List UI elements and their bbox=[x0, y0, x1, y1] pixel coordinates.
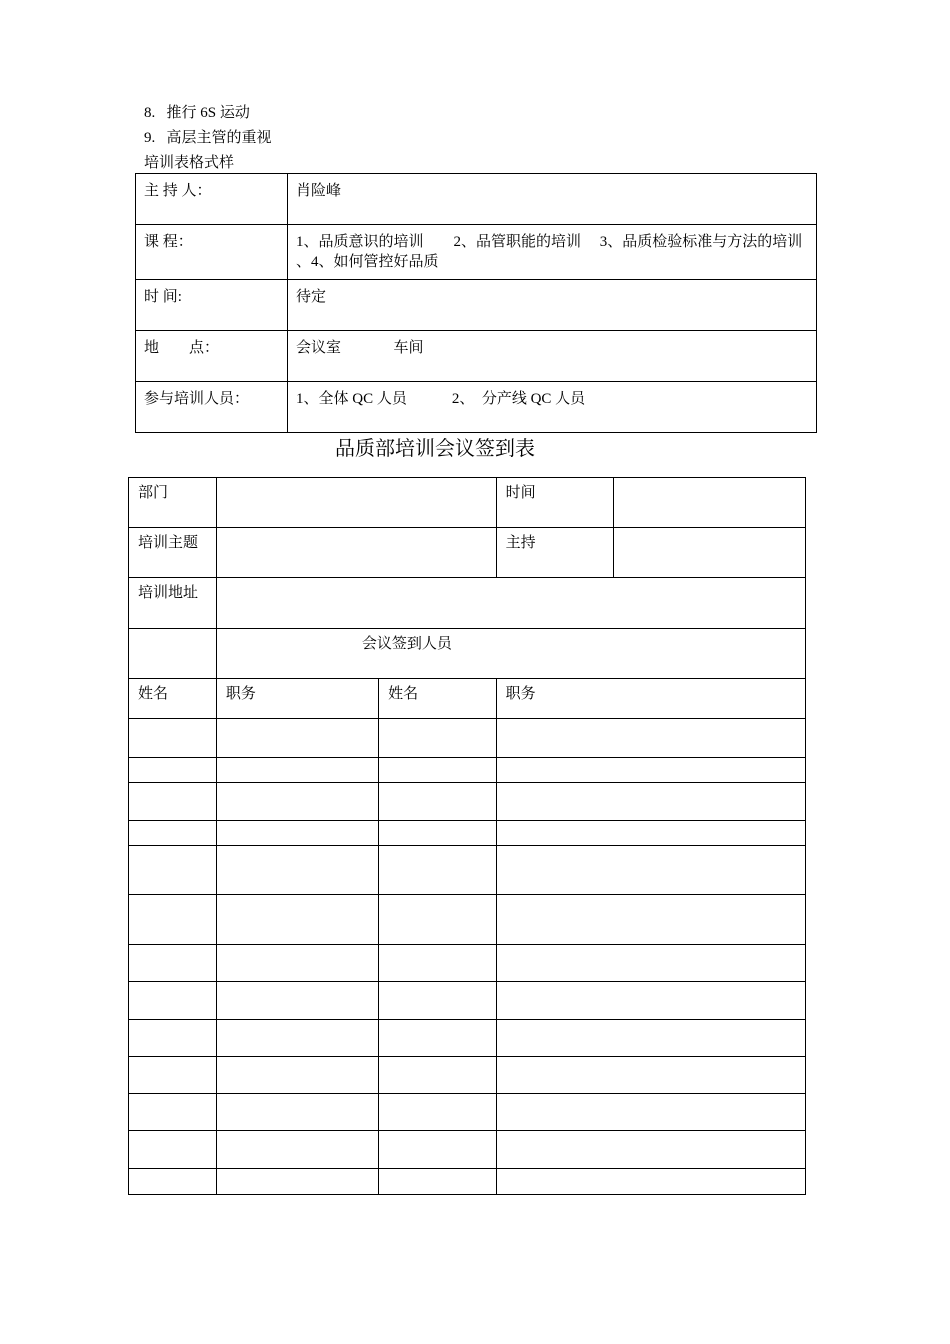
cell[interactable] bbox=[379, 758, 496, 783]
cell[interactable] bbox=[496, 783, 805, 821]
list-number: 9. bbox=[144, 130, 156, 146]
attendees-blank bbox=[129, 629, 217, 679]
cell[interactable] bbox=[379, 945, 496, 982]
table-row bbox=[136, 225, 817, 280]
cell[interactable] bbox=[216, 945, 378, 982]
dept-field[interactable] bbox=[216, 478, 496, 528]
cell[interactable] bbox=[496, 1057, 805, 1094]
table-row bbox=[129, 1020, 806, 1057]
topic-field[interactable] bbox=[216, 528, 496, 578]
cell[interactable] bbox=[379, 1020, 496, 1057]
cell[interactable] bbox=[216, 1094, 378, 1131]
time-value: 待定 bbox=[288, 280, 817, 331]
table-row bbox=[136, 331, 817, 382]
time-label: 时间 bbox=[496, 478, 613, 528]
col-role-2: 职务 bbox=[496, 679, 805, 719]
course-label: 课 程： bbox=[136, 225, 288, 280]
cell[interactable] bbox=[496, 1094, 805, 1131]
cell[interactable] bbox=[216, 982, 378, 1020]
location-value: 会议室 车间 bbox=[288, 331, 817, 382]
cell[interactable] bbox=[129, 821, 217, 846]
cell[interactable] bbox=[496, 846, 805, 895]
time-label: 时 间: bbox=[136, 280, 288, 331]
list-item-9 bbox=[144, 128, 272, 148]
list-number: 8. bbox=[144, 105, 156, 121]
table-row bbox=[129, 1131, 806, 1169]
cell[interactable] bbox=[129, 895, 217, 945]
table-row bbox=[136, 280, 817, 331]
table-row bbox=[129, 758, 806, 783]
table-row bbox=[129, 528, 806, 578]
cell[interactable] bbox=[216, 719, 378, 758]
table-row bbox=[129, 982, 806, 1020]
cell[interactable] bbox=[129, 758, 217, 783]
time-field[interactable] bbox=[614, 478, 806, 528]
cell[interactable] bbox=[129, 1057, 217, 1094]
course-value: 1、品质意识的培训 2、品管职能的培训 3、品质检验标准与方法的培训 、4、如何管控好品质 bbox=[288, 225, 817, 280]
cell[interactable] bbox=[129, 982, 217, 1020]
cell[interactable] bbox=[216, 1020, 378, 1057]
dept-label: 部门 bbox=[129, 478, 217, 528]
cell[interactable] bbox=[496, 821, 805, 846]
cell[interactable] bbox=[379, 846, 496, 895]
cell[interactable] bbox=[379, 1131, 496, 1169]
cell[interactable] bbox=[379, 1169, 496, 1195]
col-name-1: 姓名 bbox=[129, 679, 217, 719]
cell[interactable] bbox=[216, 758, 378, 783]
cell[interactable] bbox=[216, 821, 378, 846]
topic-label: 培训主题 bbox=[129, 528, 217, 578]
table-row bbox=[129, 846, 806, 895]
cell[interactable] bbox=[129, 783, 217, 821]
host-value: 肖险峰 bbox=[288, 174, 817, 225]
host-label: 主 持 人： bbox=[136, 174, 288, 225]
table-row bbox=[129, 821, 806, 846]
cell[interactable] bbox=[129, 719, 217, 758]
cell[interactable] bbox=[216, 846, 378, 895]
cell[interactable] bbox=[379, 719, 496, 758]
cell[interactable] bbox=[379, 821, 496, 846]
location-label: 地 点： bbox=[136, 331, 288, 382]
address-field[interactable] bbox=[216, 578, 805, 629]
cell[interactable] bbox=[216, 1131, 378, 1169]
cell[interactable] bbox=[129, 846, 217, 895]
table-row bbox=[129, 1094, 806, 1131]
cell[interactable] bbox=[129, 1169, 217, 1195]
table-header-row bbox=[129, 679, 806, 719]
table-row bbox=[129, 719, 806, 758]
table-row bbox=[129, 895, 806, 945]
signin-table bbox=[128, 477, 806, 1195]
cell[interactable] bbox=[496, 719, 805, 758]
cell[interactable] bbox=[496, 1169, 805, 1195]
host-field[interactable] bbox=[614, 528, 806, 578]
cell[interactable] bbox=[216, 1057, 378, 1094]
address-label: 培训地址 bbox=[129, 578, 217, 629]
participants-value: 1、全体 QC 人员 2、 分产线 QC 人员 bbox=[288, 382, 817, 433]
table-caption: 培训表格式样 bbox=[144, 155, 235, 171]
participants-label: 参与培训人员： bbox=[136, 382, 288, 433]
cell[interactable] bbox=[379, 982, 496, 1020]
cell[interactable] bbox=[129, 945, 217, 982]
cell[interactable] bbox=[379, 1094, 496, 1131]
cell[interactable] bbox=[496, 1020, 805, 1057]
table-row bbox=[136, 174, 817, 225]
table-row bbox=[136, 382, 817, 433]
host-label: 主持 bbox=[496, 528, 613, 578]
attendees-label: 会议签到人员 bbox=[216, 629, 805, 679]
table-row bbox=[129, 945, 806, 982]
cell[interactable] bbox=[496, 982, 805, 1020]
cell[interactable] bbox=[129, 1131, 217, 1169]
cell[interactable] bbox=[379, 783, 496, 821]
cell[interactable] bbox=[496, 1131, 805, 1169]
list-text: 推行 6S 运动 bbox=[166, 105, 250, 121]
cell[interactable] bbox=[379, 895, 496, 945]
cell[interactable] bbox=[216, 895, 378, 945]
signin-title: 品质部培训会议签到表 bbox=[335, 438, 535, 460]
table-row bbox=[129, 478, 806, 528]
list-item-8 bbox=[144, 103, 250, 123]
cell[interactable] bbox=[496, 895, 805, 945]
table-row bbox=[129, 1169, 806, 1195]
cell[interactable] bbox=[216, 783, 378, 821]
list-text: 高层主管的重视 bbox=[166, 130, 272, 146]
col-name-2: 姓名 bbox=[379, 679, 496, 719]
table-row bbox=[129, 1057, 806, 1094]
col-role-1: 职务 bbox=[216, 679, 378, 719]
table-row bbox=[129, 629, 806, 679]
cell[interactable] bbox=[379, 1057, 496, 1094]
cell[interactable] bbox=[129, 1020, 217, 1057]
table-row bbox=[129, 783, 806, 821]
cell[interactable] bbox=[496, 758, 805, 783]
cell[interactable] bbox=[496, 945, 805, 982]
training-table bbox=[135, 173, 848, 433]
table-row bbox=[129, 578, 806, 629]
cell[interactable] bbox=[216, 1169, 378, 1195]
cell[interactable] bbox=[129, 1094, 217, 1131]
